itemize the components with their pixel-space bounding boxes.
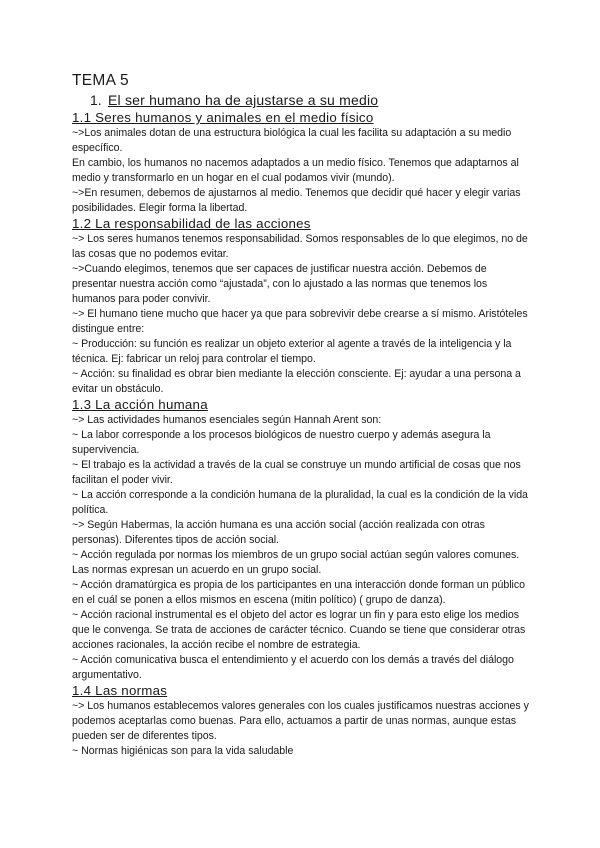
paragraph: ~ La acción corresponde a la condición humana de la pluralidad, la cual es la condición de la vida política.	[72, 489, 528, 516]
paragraph: ~ Acción racional instrumental es el objeto del actor es lograr un fin y para esto elige los medios que le convenga. Se trata de acciones de carácter técnico. Cuando se tiene que considerar otras acciones racionales, la acción recibe el nombre de estrategia.	[72, 609, 526, 651]
paragraph: ~ Producción: su función es realizar un objeto exterior al agente a través de la inteligencia y la técnica. Ej: fabricar un reloj para controlar el tiempo.	[72, 338, 512, 365]
chapter-number: 1.	[90, 92, 102, 108]
paragraph: ~ Acción dramatúrgica es propia de los participantes en una interacción donde forman un público en el cuál se ponen a ellos mismos en escena (mitin político) ( grupo de danza).	[72, 579, 526, 606]
paragraph: ~> El humano tiene mucho que hacer ya que para sobrevivir debe crearse a sí mismo. Aristóteles distingue entre:	[72, 308, 528, 335]
paragraph: ~> Los seres humanos tenemos responsabilidad. Somos responsables de lo que elegimos, no de las cosas que no podemos evitar.	[72, 233, 528, 260]
section-heading-1-2: 1.2 La responsabilidad de las acciones	[72, 216, 311, 231]
chapter-heading	[72, 92, 532, 109]
paragraph: ~>Los animales dotan de una estructura biológica la cual les facilita su adaptación a su medio específico.	[72, 127, 512, 154]
section-heading-1-3: 1.3 La acción humana	[72, 397, 208, 412]
paragraph: ~>Cuando elegimos, tenemos que ser capaces de justificar nuestra acción. Debemos de presentar nuestra acción como “ajustada”, con lo ajustado a las normas que tenemos los humanos para poder convivir.	[72, 263, 488, 305]
paragraph: ~ Normas higiénicas son para la vida saludable	[72, 745, 294, 757]
paragraph: ~ El trabajo es la actividad a través de la cual se construye un mundo artificial de cosas que nos facilitan el poder vivir.	[72, 459, 521, 486]
chapter-title: El ser humano ha de ajustarse a su medio	[108, 92, 379, 108]
document-page	[72, 72, 532, 759]
paragraph: ~ Acción comunicativa busca el entendimiento y el acuerdo con los demás a través del diálogo argumentativo.	[72, 654, 514, 681]
paragraph: ~> Los humanos establecemos valores generales con los cuales justificamos nuestras acciones y podemos aceptarlas como buenas. Para ello, actuamos a partir de unas normas, aunque estas pueden ser de diferentes tipos.	[72, 700, 529, 742]
paragraph: ~ Acción: su finalidad es obrar bien mediante la elección consciente. Ej: ayudar a una persona a evitar un obstáculo.	[72, 368, 521, 395]
section-heading-1-1: 1.1 Seres humanos y animales en el medio físico	[72, 110, 374, 125]
section-heading-1-4: 1.4 Las normas	[72, 683, 168, 698]
paragraph: ~> Las actividades humanos esenciales según Hannah Arent son:	[72, 414, 382, 426]
paragraph: ~> Según Habermas, la acción humana es una acción social (acción realizada con otras personas). Diferentes tipos de acción social.	[72, 519, 485, 546]
paragraph: ~>En resumen, debemos de ajustarnos al medio. Tenemos que decidir qué hacer y elegir varias posibilidades. Elegir forma la libertad.	[72, 187, 521, 214]
paragraph: ~ La labor corresponde a los procesos biológicos de nuestro cuerpo y además asegura la supervivencia.	[72, 429, 491, 456]
paragraph: ~ Acción regulada por normas los miembros de un grupo social actúan según valores comunes. Las normas expresan un acuerdo en un grupo social.	[72, 549, 520, 576]
paragraph: En cambio, los humanos no nacemos adaptados a un medio físico. Tenemos que adaptarnos al medio y transformarlo en un hogar en el cual podamos vivir (mundo).	[72, 157, 519, 184]
document-title: TEMA 5	[72, 72, 129, 89]
